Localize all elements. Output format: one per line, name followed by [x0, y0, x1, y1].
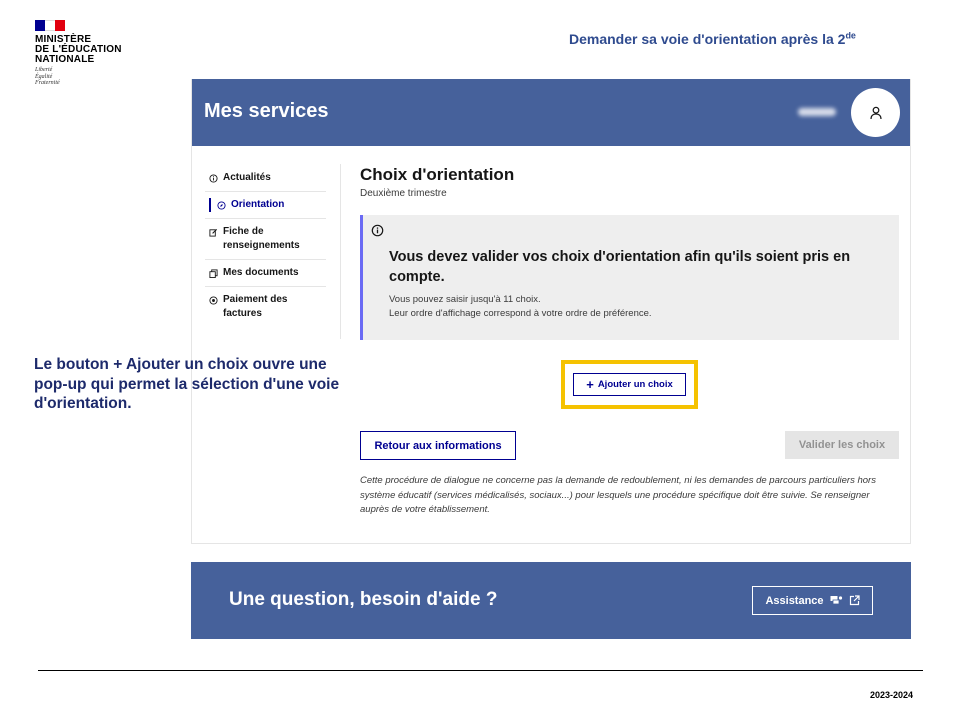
slide-annotation: Le bouton + Ajouter un choix ouvre une pop-up qui permet la sélection d'une voie d'orientation. [34, 356, 340, 412]
menu-item-orientation[interactable] [205, 192, 326, 219]
alert-text-line: Leur ordre d'affichage correspond à votre ordre de préférence. [389, 308, 652, 319]
menu-item-label: Actualités [223, 172, 271, 183]
menu-item-mes-documents[interactable] [205, 260, 326, 287]
french-flag-icon [35, 20, 65, 31]
user-icon [869, 106, 883, 120]
add-choice-button[interactable] [573, 373, 686, 396]
page-subtitle: Deuxième trimestre [360, 188, 447, 199]
footer-year: 2023-2024 [870, 690, 914, 700]
payment-icon [209, 293, 219, 307]
help-banner [191, 562, 911, 639]
alert-title: Vous devez valider vos choix d'orientation afin qu'ils soient pris en compte. [389, 249, 851, 285]
procedure-note: Cette procédure de dialogue ne concerne pas la demande de redoublement, ni les demandes de parcours particuliers hors système éducatif (services médicalisés, sociaux...) pour lesquels une procédure spécifique doit être suivie. Se renseigner auprès de votre établissement. [360, 475, 876, 515]
motto-line: Liberté [35, 67, 53, 73]
user-avatar-button[interactable] [851, 88, 900, 137]
info-alert [360, 215, 899, 340]
ministry-name-line: DE L'ÉDUCATION [35, 44, 122, 55]
external-link-icon [849, 595, 860, 606]
ministry-logo [35, 20, 145, 87]
info-icon [371, 224, 384, 237]
menu-item-label: Paiement des factures [223, 294, 288, 319]
help-title: Une question, besoin d'aide ? [229, 589, 498, 610]
page-title: Choix d'orientation [360, 165, 515, 184]
info-icon [209, 171, 219, 185]
assistance-icon [830, 595, 843, 606]
slide-title-text: Demander sa voie d'orientation après la 2 [569, 31, 846, 47]
assistance-label: Assistance [765, 594, 824, 607]
menu-item-label: Orientation [231, 199, 285, 210]
menu-item-fiche-renseignements[interactable] [205, 219, 326, 260]
plus-icon: + [586, 376, 594, 392]
ministry-name-line: NATIONALE [35, 54, 95, 65]
side-menu [205, 165, 326, 327]
menu-item-label: Fiche de renseignements [223, 226, 300, 251]
user-name-blurred [798, 108, 836, 116]
back-to-information-button[interactable]: Retour aux informations [360, 431, 516, 460]
alert-text [389, 293, 889, 321]
slide-title-superscript: de [845, 30, 856, 41]
alert-text-line: Vous pouvez saisir jusqu'à 11 choix. [389, 294, 541, 305]
add-choice-label: Ajouter un choix [597, 379, 673, 390]
menu-item-paiement-factures[interactable] [205, 287, 326, 327]
ministry-name [35, 35, 145, 65]
services-app [191, 79, 911, 544]
motto-line: Fraternité [35, 80, 60, 86]
app-title: Mes services [204, 100, 329, 122]
footer-divider [38, 670, 923, 671]
motto-line: Égalité [35, 73, 53, 80]
compass-icon [217, 198, 227, 212]
menu-divider [340, 164, 341, 339]
menu-item-label: Mes documents [223, 267, 299, 278]
documents-icon [209, 266, 219, 280]
assistance-button[interactable] [752, 586, 873, 615]
edit-icon [209, 225, 219, 239]
menu-item-actualites[interactable] [205, 165, 326, 192]
ministry-motto [35, 67, 145, 87]
validate-choices-button[interactable]: Valider les choix [785, 431, 899, 459]
app-header [192, 79, 910, 146]
ministry-name-line: MINISTÈRE [35, 34, 92, 45]
slide-title [569, 31, 856, 47]
